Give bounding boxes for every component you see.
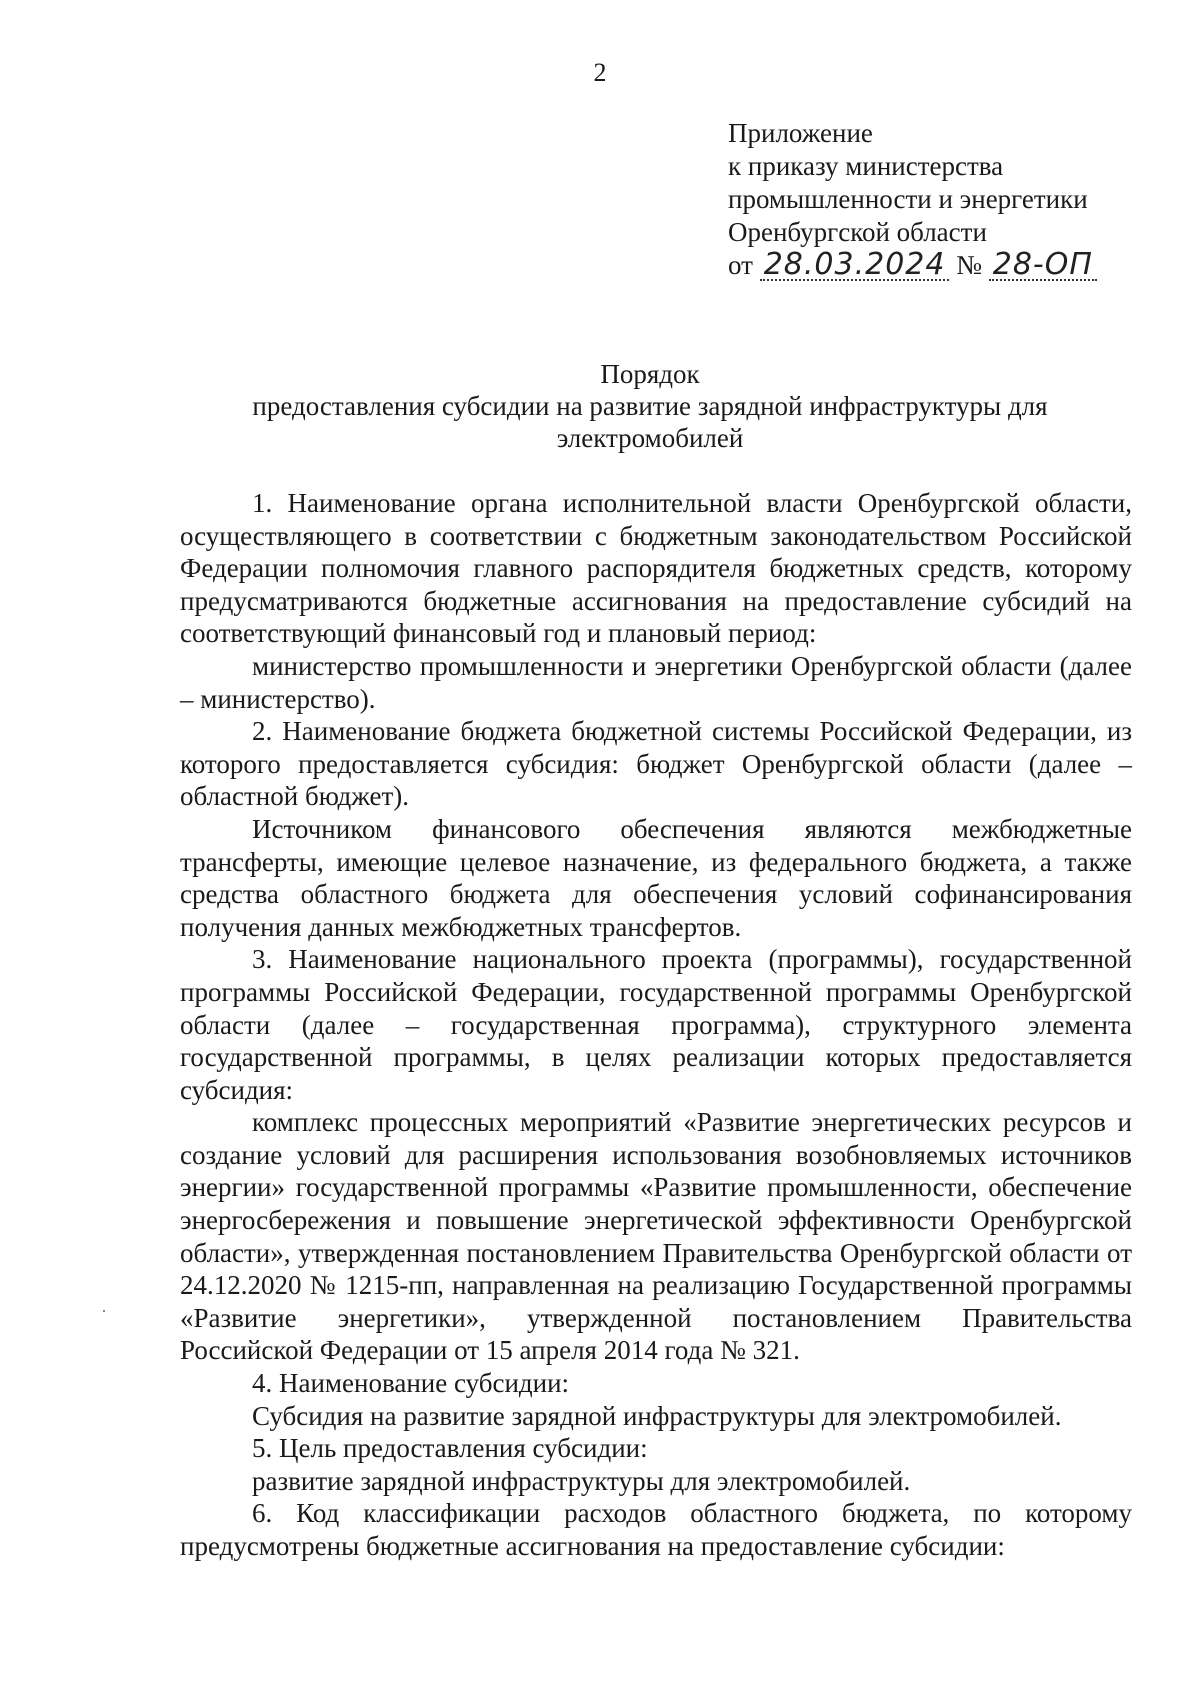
- appendix-date-line: [728, 249, 1168, 282]
- title-line-3: электромобилей: [556, 423, 744, 453]
- handwritten-number: 28-ОП: [989, 251, 1097, 281]
- title-line-1: Порядок: [600, 359, 700, 389]
- paragraph-3: 3. Наименование национального проекта (программы), государственной программы Российской Федерации, государственной программы Оренбургской области (далее – государственная программа), структурного элемента государственной программы, в целях реализации которых предоставляется субсидия:: [180, 944, 1132, 1105]
- paragraph-6: 6. Код классификации расходов областного бюджета, по которому предусмотрены бюджетные ассигнования на предоставление субсидии:: [180, 1498, 1132, 1561]
- paragraph-4: 4. Наименование субсидии:: [252, 1368, 570, 1399]
- appendix-line-order: к приказу министерства: [728, 151, 1004, 181]
- paragraph-goal: развитие зарядной инфраструктуры для электромобилей.: [252, 1465, 911, 1496]
- document-body: [180, 487, 1132, 1563]
- paragraph-program: комплекс процессных мероприятий «Развитие энергетических ресурсов и создание условий для расширения использования возобновляемых источников энергии» государственной программы «Развитие промышленности, обеспечение энергосбережения и повышение энергетической эффективности Оренбургской области», утвержденная постановлением Правительства Оренбургской области от 24.12.2020 № 1215-пп, направленная на реализацию Государственной программы «Развитие энергетики», утвержденной постановлением Правительства Российской Федерации от 15 апреля 2014 года № 321.: [180, 1107, 1132, 1366]
- appendix-line-region: Оренбургской области: [728, 217, 987, 247]
- appendix-title: Приложение: [728, 118, 873, 148]
- paragraph-1: 1. Наименование органа исполнительной власти Оренбургской области, осуществляющего в соответствии с бюджетным законодательством Российской Федерации полномочия главного распорядителя бюджетных средств, которому предусматриваются бюджетные ассигнования на предоставление субсидий на соответствующий финансовый год и плановый период:: [180, 488, 1132, 649]
- paragraph-5: 5. Цель предоставления субсидии:: [252, 1433, 648, 1464]
- number-label: №: [956, 250, 982, 280]
- title-line-2: предоставления субсидии на развитие зарядной инфраструктуры для: [252, 391, 1048, 421]
- appendix-line-ministry: промышленности и энергетики: [728, 184, 1088, 214]
- paragraph-ministry: министерство промышленности и энергетики Оренбургской области (далее – министерство).: [180, 650, 1132, 714]
- paragraph-funding-source: Источником финансового обеспечения являются межбюджетные трансферты, имеющие целевое назначение, из федерального бюджета, а также средства областного бюджета для обеспечения условий софинансирования получения данных межбюджетных трансфертов.: [180, 813, 1132, 942]
- document-title: [170, 358, 1130, 454]
- paragraph-subsidy-name: Субсидия на развитие зарядной инфраструктуры для электромобилей.: [252, 1400, 1062, 1431]
- page-number: 2: [593, 58, 607, 87]
- from-label: от: [728, 250, 753, 280]
- scan-speck: [103, 1310, 105, 1312]
- appendix-block: [728, 117, 1168, 282]
- paragraph-2: 2. Наименование бюджета бюджетной системы Российской Федерации, из которого предоставляется субсидия: бюджет Оренбургской области (далее – областной бюджет).: [180, 716, 1132, 812]
- handwritten-date: 28.03.2024: [760, 251, 950, 281]
